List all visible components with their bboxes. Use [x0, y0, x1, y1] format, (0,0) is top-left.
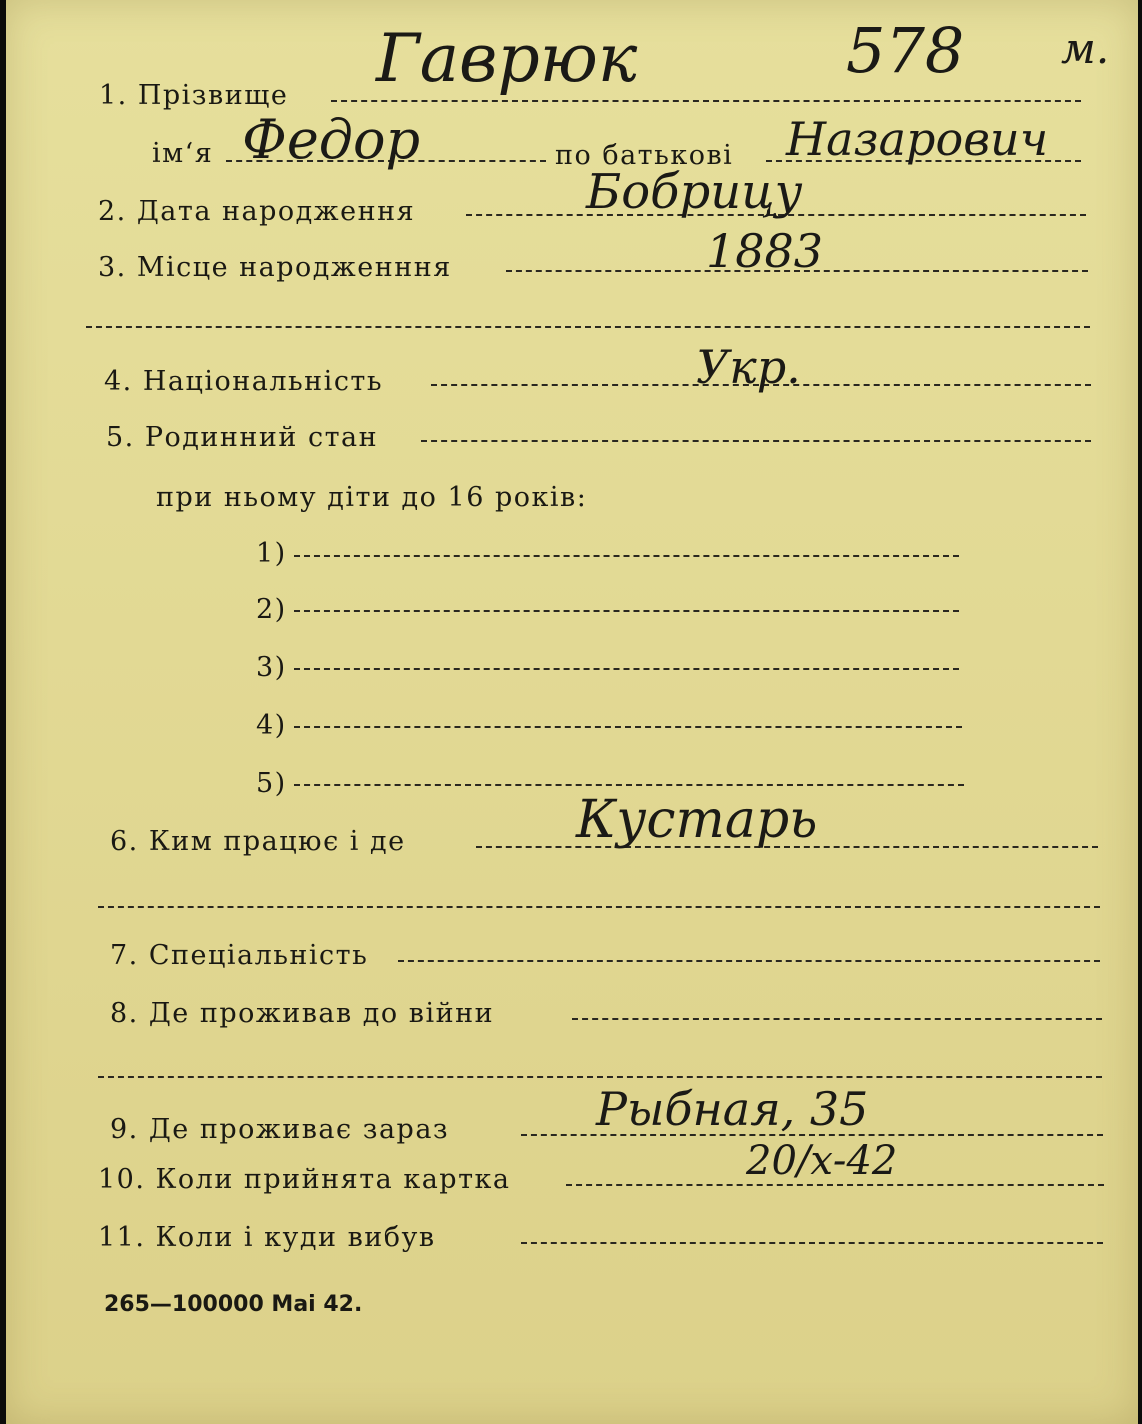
departed-line	[521, 1242, 1103, 1244]
birthdate-label: 2. Дата народження	[98, 196, 416, 227]
child-4-label: 4)	[256, 710, 287, 741]
child-2-line	[294, 610, 959, 612]
marital-label: 5. Родинний стан	[106, 422, 379, 453]
child-5-line	[294, 784, 964, 786]
birthdate-value: Бобрицу	[586, 164, 803, 220]
form-sheet	[6, 0, 1138, 1424]
specialty-label: 7. Спеціальність	[110, 940, 369, 971]
card-value: 20/х-42	[746, 1138, 898, 1184]
patronymic-label: по батькові	[555, 140, 734, 171]
surname-label: 1. Прізвище	[99, 80, 289, 111]
birthplace-label: 3. Місце народженння	[98, 252, 452, 283]
nationality-value: Укр.	[696, 340, 801, 394]
child-1-line	[294, 555, 959, 557]
sex-mark: м.	[1061, 24, 1110, 73]
prewar-line	[572, 1018, 1102, 1020]
departed-label: 11. Коли і куди вибув	[98, 1222, 436, 1253]
prewar-label: 8. Де проживав до війни	[110, 998, 495, 1029]
child-1-label: 1)	[256, 538, 287, 569]
surname-value: Гаврюк	[376, 20, 638, 97]
patronymic-value: Назарович	[786, 112, 1049, 166]
nationality-label: 4. Національність	[104, 366, 384, 397]
birthplace-value: 1883	[706, 224, 824, 278]
work-line-2	[98, 906, 1100, 908]
record-number: 578	[846, 14, 965, 87]
child-2-label: 2)	[256, 594, 287, 625]
name-value: Федор	[242, 108, 421, 171]
marital-line	[421, 440, 1091, 442]
surname-line	[331, 100, 1081, 102]
card-line	[566, 1184, 1104, 1186]
current-label: 9. Де проживає зараз	[110, 1114, 450, 1145]
child-3-line	[294, 668, 959, 670]
child-3-label: 3)	[256, 652, 287, 683]
children-label: при ньому діти до 16 років:	[156, 482, 588, 513]
child-4-line	[294, 726, 962, 728]
prewar-line-2	[98, 1076, 1102, 1078]
work-value: Кустарь	[576, 790, 818, 850]
current-value: Рыбная, 35	[596, 1082, 869, 1136]
child-5-label: 5)	[256, 768, 287, 799]
birthplace-line-2	[86, 326, 1090, 328]
name-label: ім‘я	[152, 138, 214, 169]
card-label: 10. Коли прийнята картка	[98, 1164, 511, 1195]
specialty-line	[398, 960, 1100, 962]
print-code: 265—100000 Mai 42.	[104, 1292, 363, 1317]
work-label: 6. Ким працює і де	[110, 826, 406, 857]
